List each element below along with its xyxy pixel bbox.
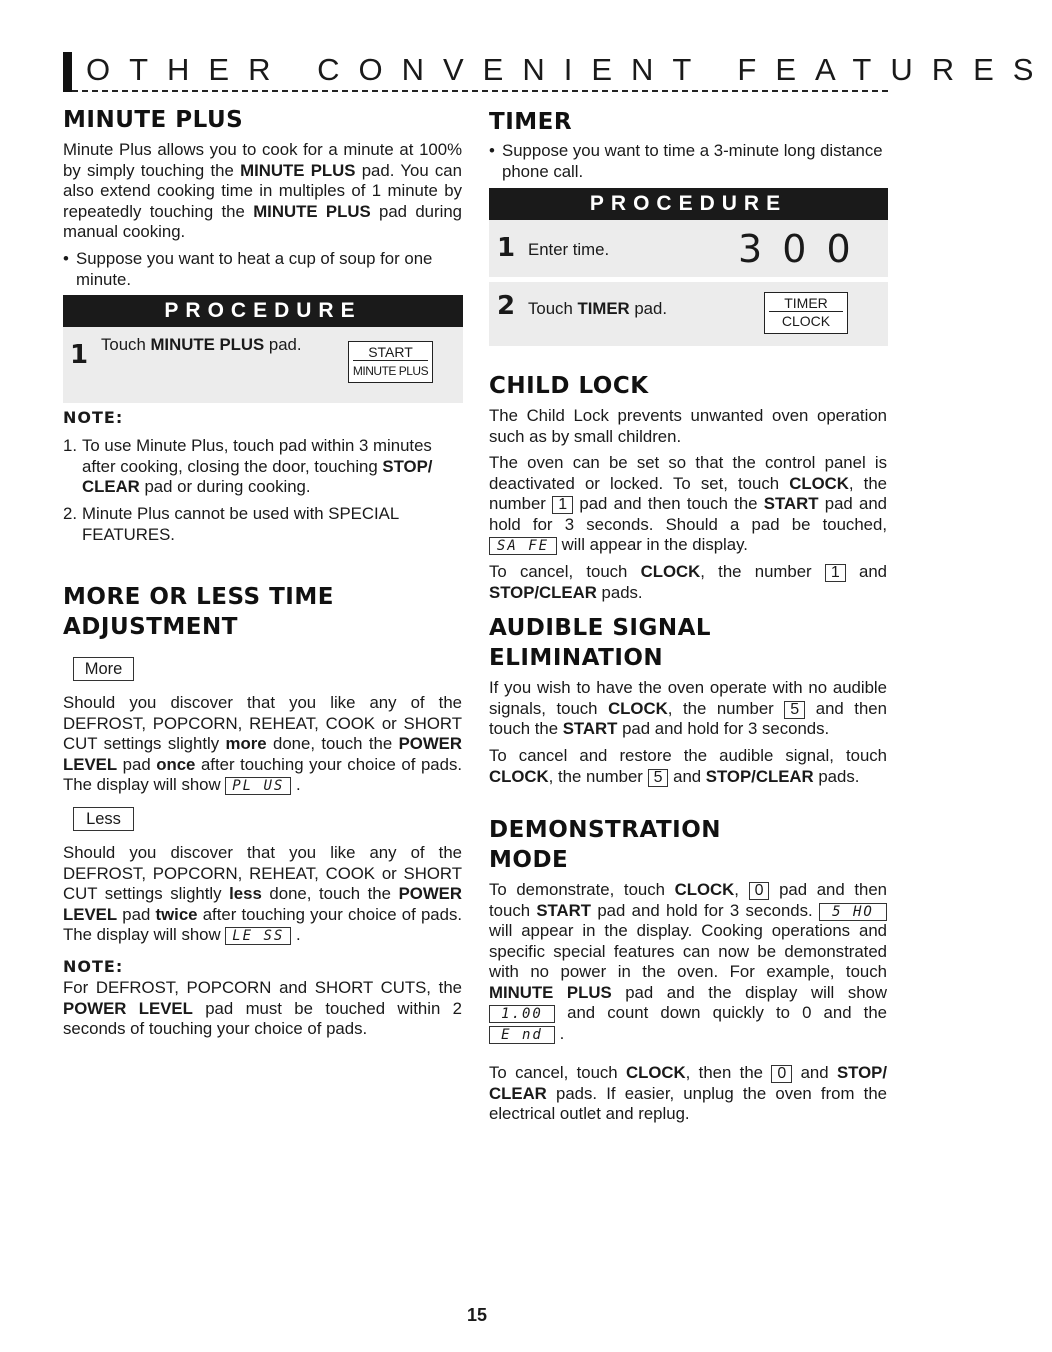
bullet-mark: •	[489, 141, 495, 160]
step-text: Enter time.	[528, 240, 610, 259]
text: after touching your choice of pads. The display will show	[63, 754, 462, 794]
minute-plus-heading: MINUTE PLUS	[63, 107, 244, 133]
heading-line: DEMONSTRATION	[489, 817, 722, 843]
text: pad	[117, 904, 156, 924]
text: and	[845, 562, 887, 581]
text: pads. If easier, unplug the oven from the electrical outlet and replug.	[489, 1083, 887, 1123]
pad-name: POWER LEVEL	[63, 998, 193, 1018]
display-readout: LE SS	[225, 927, 291, 945]
procedure-heading: PROCEDURE	[489, 188, 888, 220]
note-item	[63, 504, 462, 545]
pad-name: CLOCK	[789, 473, 849, 493]
text: pad and the display will show	[611, 982, 887, 1002]
number-pad-box: 0	[749, 882, 770, 900]
more-paragraph: Should you discover that you like any of the DEFROST, POPCORN, REHEAT, COOK or SHORT CUT settings slightly more done, touch the POWER LEVEL pad once after touching your choice of pads. The display will show PL US .	[63, 693, 462, 794]
text: Touch	[528, 299, 578, 318]
text: Touch	[101, 335, 151, 354]
bullet-mark: •	[63, 249, 69, 268]
time-display: 3 0 0	[738, 227, 855, 271]
timer-bullet	[489, 141, 887, 182]
child-lock-p2	[489, 453, 887, 556]
text: pad or during cooking.	[139, 477, 311, 496]
pad-name: STOP/ CLEAR	[82, 456, 433, 496]
emphasis: more	[225, 734, 267, 753]
text: and count down quickly to 0 and the	[555, 1003, 887, 1022]
text: pad and hold for 3 seconds. Should a pad be touched,	[489, 494, 888, 534]
display-readout: SA FE	[489, 537, 557, 555]
text: will appear in the display.	[557, 535, 748, 554]
more-label-box: More	[73, 657, 134, 681]
pad-name: TIMER	[577, 299, 630, 318]
text: To cancel, touch	[489, 1063, 626, 1082]
demo-p1	[489, 880, 887, 1044]
display-readout: 1.00	[489, 1005, 555, 1023]
text: pad during manual cooking.	[63, 201, 462, 241]
text: To cancel and restore the audible signal, touch	[489, 746, 887, 765]
pad-name: CLOCK	[674, 880, 735, 899]
less-label-box: Less	[73, 807, 134, 831]
text: pads.	[813, 766, 860, 786]
heading-line: MORE OR LESS TIME	[63, 584, 334, 610]
pad-name: STOP/CLEAR	[705, 766, 814, 786]
child-lock-p1: The Child Lock prevents unwanted oven operation such as by small children.	[489, 406, 887, 446]
text: Should you discover that you like any of the DEFROST, POPCORN, REHEAT, COOK or SHORT CUT settings slightly	[63, 693, 462, 753]
text: To use Minute Plus, touch pad within 3 minutes after cooking, closing the door, touching	[82, 436, 432, 476]
text: done, touch the	[266, 734, 399, 753]
pad-name: MINUTE PLUS	[240, 160, 356, 180]
emphasis: once	[156, 754, 196, 774]
pad-bottom-label: CLOCK	[781, 313, 831, 329]
demo-heading	[489, 815, 721, 875]
note-number: 1.	[63, 436, 77, 455]
text: pad must be touched within 2 seconds of touching your choice of pads.	[63, 998, 462, 1038]
header-bar	[63, 52, 72, 92]
text: , the number	[700, 562, 825, 581]
text: To cancel, touch	[489, 562, 641, 581]
procedure-heading: PROCEDURE	[63, 295, 463, 327]
text: pad. You can also extend cooking time in multiples of 1 minute by repeatedly touching the	[63, 160, 462, 221]
adjust-note-text	[63, 978, 462, 1040]
text: pad and then touch	[489, 880, 887, 920]
heading-line: ELIMINATION	[489, 645, 664, 671]
pad-name: CLOCK	[640, 562, 701, 581]
pad-top-label: TIMER	[769, 293, 843, 312]
text: pads.	[596, 582, 643, 602]
pad-name: CLOCK	[608, 698, 668, 718]
text: Minute Plus allows you to cook for a minute at 100% by simply touching the	[63, 140, 462, 180]
heading-line: ADJUSTMENT	[63, 614, 238, 640]
text: pad and then touch the	[573, 494, 764, 513]
audible-p1	[489, 678, 887, 740]
pad-name: CLOCK	[489, 766, 549, 786]
display-readout: PL US	[225, 777, 291, 795]
step-text	[528, 299, 667, 320]
text: and then touch the	[489, 698, 887, 738]
text: after touching your choice of pads. The display will show	[63, 904, 462, 944]
text: , the number	[667, 698, 785, 718]
demo-p2	[489, 1063, 887, 1125]
text: The oven can be set so that the control panel is deactivated or locked. To set, touch	[489, 453, 887, 493]
pad-name: STOP/CLEAR	[489, 582, 597, 602]
child-lock-heading: CHILD LOCK	[489, 373, 649, 399]
adjustment-heading	[63, 582, 334, 642]
text: will appear in the display. Cooking operations and specific special features can now be demonstrated with no power in the oven. For example, touch	[489, 921, 887, 981]
note-text	[82, 436, 462, 498]
timer-heading: TIMER	[489, 109, 573, 135]
number-pad-box: 1	[825, 564, 846, 582]
text: pad and hold for 3 seconds.	[591, 900, 819, 920]
text: and	[792, 1063, 837, 1082]
note-heading: NOTE:	[63, 957, 124, 976]
timer-clock-pad	[764, 292, 848, 334]
bullet-text: Suppose you want to time a 3-minute long distance phone call.	[502, 141, 883, 181]
text: pad	[117, 754, 157, 774]
text: pad.	[264, 335, 302, 354]
text: pad and hold for 3 seconds.	[617, 719, 830, 738]
number-pad-box: 5	[784, 701, 805, 719]
heading-line: AUDIBLE SIGNAL	[489, 615, 712, 641]
text: done, touch the	[261, 884, 399, 903]
text: , then the	[685, 1063, 772, 1082]
text: For DEFROST, POPCORN and SHORT CUTS, the	[63, 978, 462, 997]
text: , the number	[548, 766, 648, 786]
text: .	[555, 1023, 565, 1043]
note-heading: NOTE:	[63, 408, 124, 427]
number-pad-box: 1	[552, 496, 573, 514]
text: Should you discover that you like any of the DEFROST, POPCORN, REHEAT, COOK or SHORT CUT settings slightly	[63, 843, 462, 903]
emphasis: twice	[155, 904, 198, 924]
pad-name: START	[562, 719, 618, 738]
page-title: OTHER CONVENIENT FEATURES	[86, 52, 1052, 87]
step-text	[101, 335, 331, 356]
pad-name: MINUTE PLUS	[253, 201, 371, 221]
child-lock-p3	[489, 562, 887, 603]
pad-name: MINUTE PLUS	[150, 335, 265, 354]
pad-name: STOP/ CLEAR	[489, 1063, 887, 1103]
display-readout: 5 HO	[819, 903, 887, 921]
pad-name: POWER LEVEL	[63, 884, 462, 924]
pad-name: CLOCK	[625, 1063, 686, 1082]
audible-heading	[489, 613, 711, 673]
text: To demonstrate, touch	[489, 880, 675, 899]
number-pad-box: 0	[771, 1065, 792, 1083]
number-pad-box: 5	[648, 769, 669, 787]
pad-bottom-label: MINUTE PLUS	[352, 364, 429, 378]
pad-name: POWER LEVEL	[63, 734, 462, 774]
bullet-text: Suppose you want to heat a cup of soup for one minute.	[76, 249, 433, 289]
heading-line: MODE	[489, 847, 569, 873]
step-number: 2	[497, 291, 516, 321]
header-rule	[72, 90, 888, 92]
text: , the number	[489, 473, 887, 513]
audible-p2	[489, 746, 887, 787]
text: If you wish to have the oven operate with no audible signals, touch	[489, 678, 887, 718]
text: ,	[734, 880, 749, 899]
pad-top-label: START	[353, 342, 428, 361]
step-number: 1	[70, 340, 89, 370]
pad-name: MINUTE PLUS	[489, 982, 612, 1002]
display-readout: E nd	[489, 1026, 555, 1044]
emphasis: less	[229, 884, 262, 903]
start-minute-plus-pad	[348, 341, 433, 383]
note-item	[63, 436, 462, 498]
note-number: 2.	[63, 504, 77, 523]
minute-plus-bullet	[63, 249, 462, 290]
text: and	[668, 766, 706, 786]
less-paragraph: Should you discover that you like any of the DEFROST, POPCORN, REHEAT, COOK or SHORT CUT settings slightly less done, touch the POWER LEVEL pad twice after touching your choice of pads. The display will show LE SS .	[63, 843, 462, 944]
note-text: Minute Plus cannot be used with SPECIAL FEATURES.	[82, 504, 399, 544]
minute-plus-intro	[63, 140, 462, 243]
pad-name: START	[536, 900, 592, 920]
page-number: 15	[466, 1305, 488, 1325]
pad-name: START	[763, 494, 819, 513]
step-number: 1	[497, 233, 516, 263]
text: pad.	[629, 299, 667, 318]
